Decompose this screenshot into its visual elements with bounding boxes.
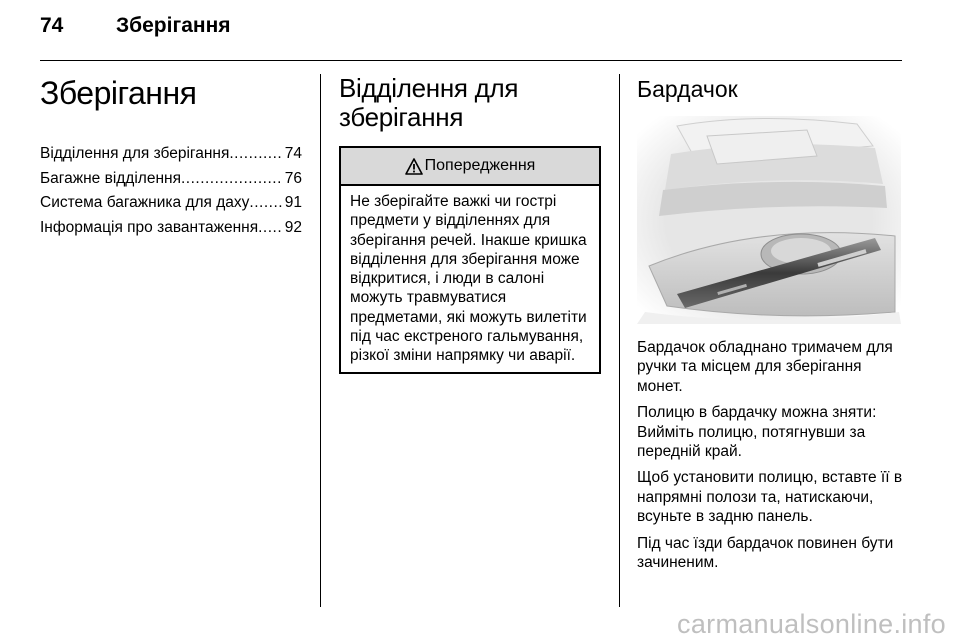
toc-dot-leader [229,142,282,167]
toc-dot-leader [258,216,283,241]
toc-entry[interactable] [40,142,302,167]
warning-triangle-icon [405,158,423,175]
header-rule [40,60,902,61]
toc-entry-page: 76 [284,169,302,187]
glovebox-paragraph: Полицю в бардачку можна зняти: Вийміть полицю, потягнувши за передній край. [637,404,877,461]
page-header [40,14,231,38]
warning-heading: Попередження [424,157,536,174]
warning-box [339,146,601,374]
chapter-title: Зберігання [40,75,197,111]
toc-entry[interactable] [40,167,302,192]
glovebox-title: Бардачок [637,76,738,102]
glovebox-column [637,74,905,579]
toc-entry-title: Відділення для зберігання [40,145,230,162]
toc-entry-title: Інформація про завантаження [40,218,259,236]
section-title [339,74,601,132]
column-divider-2 [619,74,620,607]
toc-dot-leader [249,191,282,216]
page-number: 74 [40,14,64,37]
toc-entry-title: Багажне відділення [40,169,181,187]
toc-entry-title: Система багажника для даху [40,194,250,211]
warning-text: Не зберігайте важкі чи гострі предмети у відділеннях для зберігання речей. Інакше кришка відділення для зберігання може відкритися, і люди в салоні можуть травмуватися предметами, які можуть вилетіти під час екстреного гальмування, різкої зміни напрямку чи аварії. [350,193,587,365]
toc-column [40,74,302,240]
running-section-title: Зберігання [116,14,231,37]
section-title-line-1: Відділення для [339,73,519,103]
column-divider-1 [320,74,321,607]
glovebox-photo [637,116,901,324]
toc-entry[interactable] [40,216,302,241]
site-watermark: carmanualsonline.info [677,609,946,639]
toc-entry[interactable] [40,191,302,216]
toc-entry-page: 92 [284,218,302,236]
glovebox-paragraph: Щоб установити полицю, вставте її в напрямні полози та, натискаючи, всуньте в задню панель. [637,469,903,526]
warning-header [341,148,599,186]
toc-dot-leader [181,167,283,192]
section-title-line-2: зберігання [339,102,464,132]
storage-compartments-column [339,74,601,374]
glovebox-paragraph: Бардачок обладнано тримачем для ручки та місцем для зберігання монет. [637,339,893,395]
glovebox-paragraph: Під час їзди бардачок повинен бути зачиненим. [637,534,894,572]
toc-entry-page: 91 [284,194,302,211]
toc-entry-page: 74 [284,145,302,162]
